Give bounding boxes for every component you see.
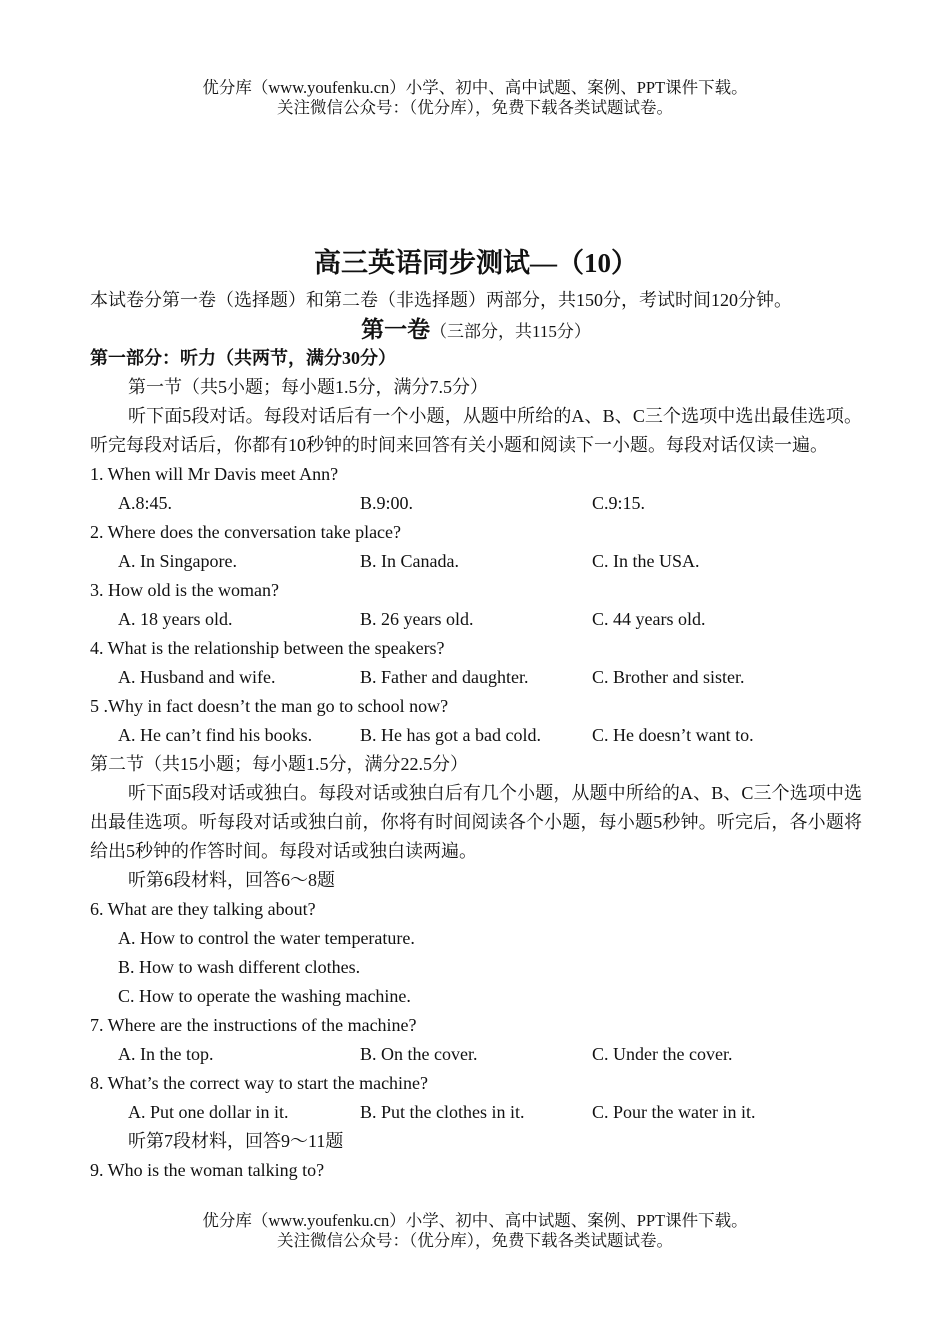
part1-heading: 第一部分：听力（共两节，满分30分） [90, 348, 396, 368]
exam-intro: 本试卷分第一卷（选择题）和第二卷（非选择题）两部分，共150分，考试时间120分钟。 [90, 290, 792, 310]
q4-option-c: C. Brother and sister. [592, 667, 745, 687]
question-5-options [90, 721, 862, 750]
question-2-options [90, 547, 862, 576]
footer-line-1: 优分库（www.youfenku.cn）小学、初中、高中试题、案例、PPT课件下载。 [202, 1211, 748, 1230]
question-9: 9. Who is the woman talking to? [90, 1160, 325, 1180]
question-4-options [90, 663, 862, 692]
question-7-options [90, 1040, 862, 1069]
volume-label: 第一卷 [361, 317, 431, 342]
q5-option-a: A. He can’t find his books. [118, 725, 313, 745]
volume-note: （三部分，共115分） [430, 322, 591, 341]
question-6: 6. What are they talking about? [90, 899, 316, 919]
question-1: 1. When will Mr Davis meet Ann? [90, 464, 339, 484]
header-line-2: 关注微信公众号：（优分库），免费下载各类试题试卷。 [277, 98, 673, 117]
q1-option-c: C.9:15. [592, 493, 646, 513]
q3-option-c: C. 44 years old. [592, 609, 706, 629]
section2-heading: 第二节（共15小题；每小题1.5分，满分22.5分） [90, 754, 468, 774]
q7-option-c: C. Under the cover. [592, 1044, 733, 1064]
section2-instructions: 听下面5段对话或独白。每段对话或独白后有几个小题，从题中所给的A、B、C三个选项中选出最佳选项。听每段对话或独白前，你将有时间阅读各个小题，每小题5秒钟。听完后，各小题将给出5秒钟的作答时间。每段对话或独白读两遍。 [90, 783, 862, 861]
question-4: 4. What is the relationship between the speakers? [90, 638, 445, 658]
q5-option-c: C. He doesn’t want to. [592, 725, 754, 745]
q3-option-a: A. 18 years old. [118, 609, 233, 629]
q2-option-b: B. In Canada. [360, 551, 459, 571]
document-body [90, 243, 862, 1185]
q6-option-c: C. How to operate the washing machine. [118, 986, 411, 1006]
footer-line-2: 关注微信公众号：（优分库），免费下载各类试题试卷。 [277, 1231, 673, 1250]
question-1-options [90, 489, 862, 518]
section1-instructions: 听下面5段对话。每段对话后有一个小题，从题中所给的A、B、C三个选项中选出最佳选项。听完每段对话后，你都有10秒钟的时间来回答有关小题和阅读下一小题。每段对话仅读一遍。 [90, 406, 862, 455]
volume-heading [90, 315, 862, 344]
page-footer [0, 1211, 950, 1251]
q8-option-a: A. Put one dollar in it. [128, 1102, 289, 1122]
q4-option-a: A. Husband and wife. [118, 667, 276, 687]
q6-option-b: B. How to wash different clothes. [118, 957, 361, 977]
q6-option-a: A. How to control the water temperature. [118, 928, 415, 948]
q4-option-b: B. Father and daughter. [360, 667, 529, 687]
question-7: 7. Where are the instructions of the machine? [90, 1015, 417, 1035]
question-3-options [90, 605, 862, 634]
document-title: 高三英语同步测试—（10） [314, 248, 638, 278]
question-5: 5 .Why in fact doesn’t the man go to school now? [90, 696, 449, 716]
question-2: 2. Where does the conversation take place? [90, 522, 402, 542]
header-line-1: 优分库（www.youfenku.cn）小学、初中、高中试题、案例、PPT课件下载。 [202, 78, 748, 97]
q1-option-b: B.9:00. [360, 493, 414, 513]
section1-heading: 第一节（共5小题；每小题1.5分，满分7.5分） [128, 377, 488, 397]
material-6-note: 听第6段材料，回答6～8题 [128, 870, 335, 890]
question-8-options [90, 1098, 862, 1127]
q7-option-b: B. On the cover. [360, 1044, 478, 1064]
q3-option-b: B. 26 years old. [360, 609, 474, 629]
q8-option-c: C. Pour the water in it. [592, 1102, 756, 1122]
q8-option-b: B. Put the clothes in it. [360, 1102, 525, 1122]
page-header [0, 78, 950, 118]
q5-option-b: B. He has got a bad cold. [360, 725, 541, 745]
q7-option-a: A. In the top. [118, 1044, 214, 1064]
question-3: 3. How old is the woman? [90, 580, 279, 600]
question-8: 8. What’s the correct way to start the machine? [90, 1073, 429, 1093]
q1-option-a: A.8:45. [118, 493, 172, 513]
q2-option-c: C. In the USA. [592, 551, 700, 571]
q2-option-a: A. In Singapore. [118, 551, 237, 571]
material-7-note: 听第7段材料，回答9～11题 [128, 1131, 344, 1151]
